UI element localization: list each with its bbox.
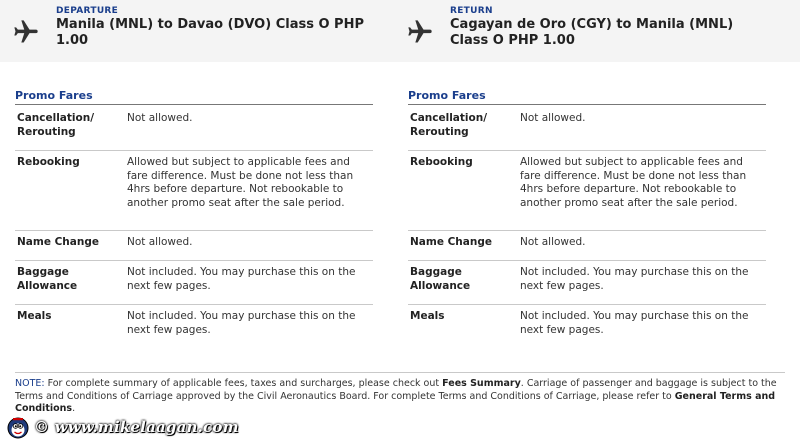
rule-label: Meals	[410, 310, 445, 322]
rule-row-cancellation	[408, 112, 766, 151]
rule-label: Rebooking	[410, 156, 473, 168]
rule-row-rebooking	[408, 156, 766, 231]
mascot-face-icon	[6, 415, 30, 439]
panel-title: Promo Fares	[15, 88, 373, 105]
panel-title: Promo Fares	[408, 88, 766, 105]
rule-label: Name Change	[17, 236, 99, 248]
rule-value: Not allowed.	[127, 236, 193, 248]
note-text: For complete summary of applicable fees, taxes and surcharges, please check out	[44, 378, 443, 389]
return-route: Cagayan de Oro (CGY) to Manila (MNL) Class O PHP 1.00	[450, 17, 734, 48]
return-fare-rules	[408, 88, 766, 336]
rule-label: Meals	[17, 310, 52, 322]
general-terms-link[interactable]: General Terms and Conditions	[15, 390, 776, 415]
note-text: . Carriage of passenger and baggage is subject to the Terms and Conditions of Carriage approved by the Civil Aeronautics Board. For complete Terms and Conditions of Carriage, please refer to	[15, 378, 777, 402]
rule-label: Baggage Allowance	[17, 266, 78, 292]
rule-value: Not included. You may purchase this on the next few pages.	[127, 266, 356, 292]
rule-row-name-change	[408, 236, 766, 261]
departure-header	[12, 6, 392, 58]
departure-route: Manila (MNL) to Davao (DVO) Class O PHP 1.00	[56, 17, 364, 48]
rule-value: Allowed but subject to applicable fees and fare difference. Must be done not less than 4hrs before departure. Not rebookable to another promo seat after the sale period.	[127, 156, 354, 209]
rule-row-meals	[15, 310, 373, 348]
rule-label: Cancellation/ Rerouting	[17, 112, 95, 138]
rule-value: Allowed but subject to applicable fees and fare difference. Must be done not less than 4hrs before departure. Not rebookable to another promo seat after the sale period.	[520, 156, 747, 209]
rule-value: Not allowed.	[520, 112, 586, 124]
return-label: RETURN	[450, 6, 493, 16]
fees-summary-link[interactable]: Fees Summary	[442, 378, 521, 389]
rule-value: Not included. You may purchase this on the next few pages.	[520, 310, 749, 336]
note-text: .	[72, 403, 76, 415]
rule-value: Not included. You may purchase this on the next few pages.	[520, 266, 749, 292]
rule-row-cancellation	[15, 112, 373, 151]
departure-fare-rules	[15, 88, 373, 336]
rule-label: Cancellation/ Rerouting	[410, 112, 488, 138]
watermark-text: © www.mikelaagan.com	[34, 418, 239, 436]
rule-label: Name Change	[410, 236, 492, 248]
rule-row-baggage	[15, 266, 373, 305]
note-label: NOTE:	[15, 378, 45, 389]
rule-row-meals	[408, 310, 766, 348]
return-header	[406, 6, 796, 58]
airplane-icon	[406, 18, 434, 46]
rule-row-baggage	[408, 266, 766, 305]
watermark	[6, 414, 239, 440]
rule-label: Rebooking	[17, 156, 80, 168]
rule-row-rebooking	[15, 156, 373, 231]
rule-label: Baggage Allowance	[410, 266, 471, 292]
rule-row-name-change	[15, 236, 373, 261]
rule-value: Not included. You may purchase this on the next few pages.	[127, 310, 356, 336]
airplane-icon	[12, 18, 40, 46]
rule-value: Not allowed.	[127, 112, 193, 124]
divider	[15, 372, 785, 373]
terms-note	[15, 378, 785, 416]
departure-label: DEPARTURE	[56, 6, 119, 16]
rule-value: Not allowed.	[520, 236, 586, 248]
